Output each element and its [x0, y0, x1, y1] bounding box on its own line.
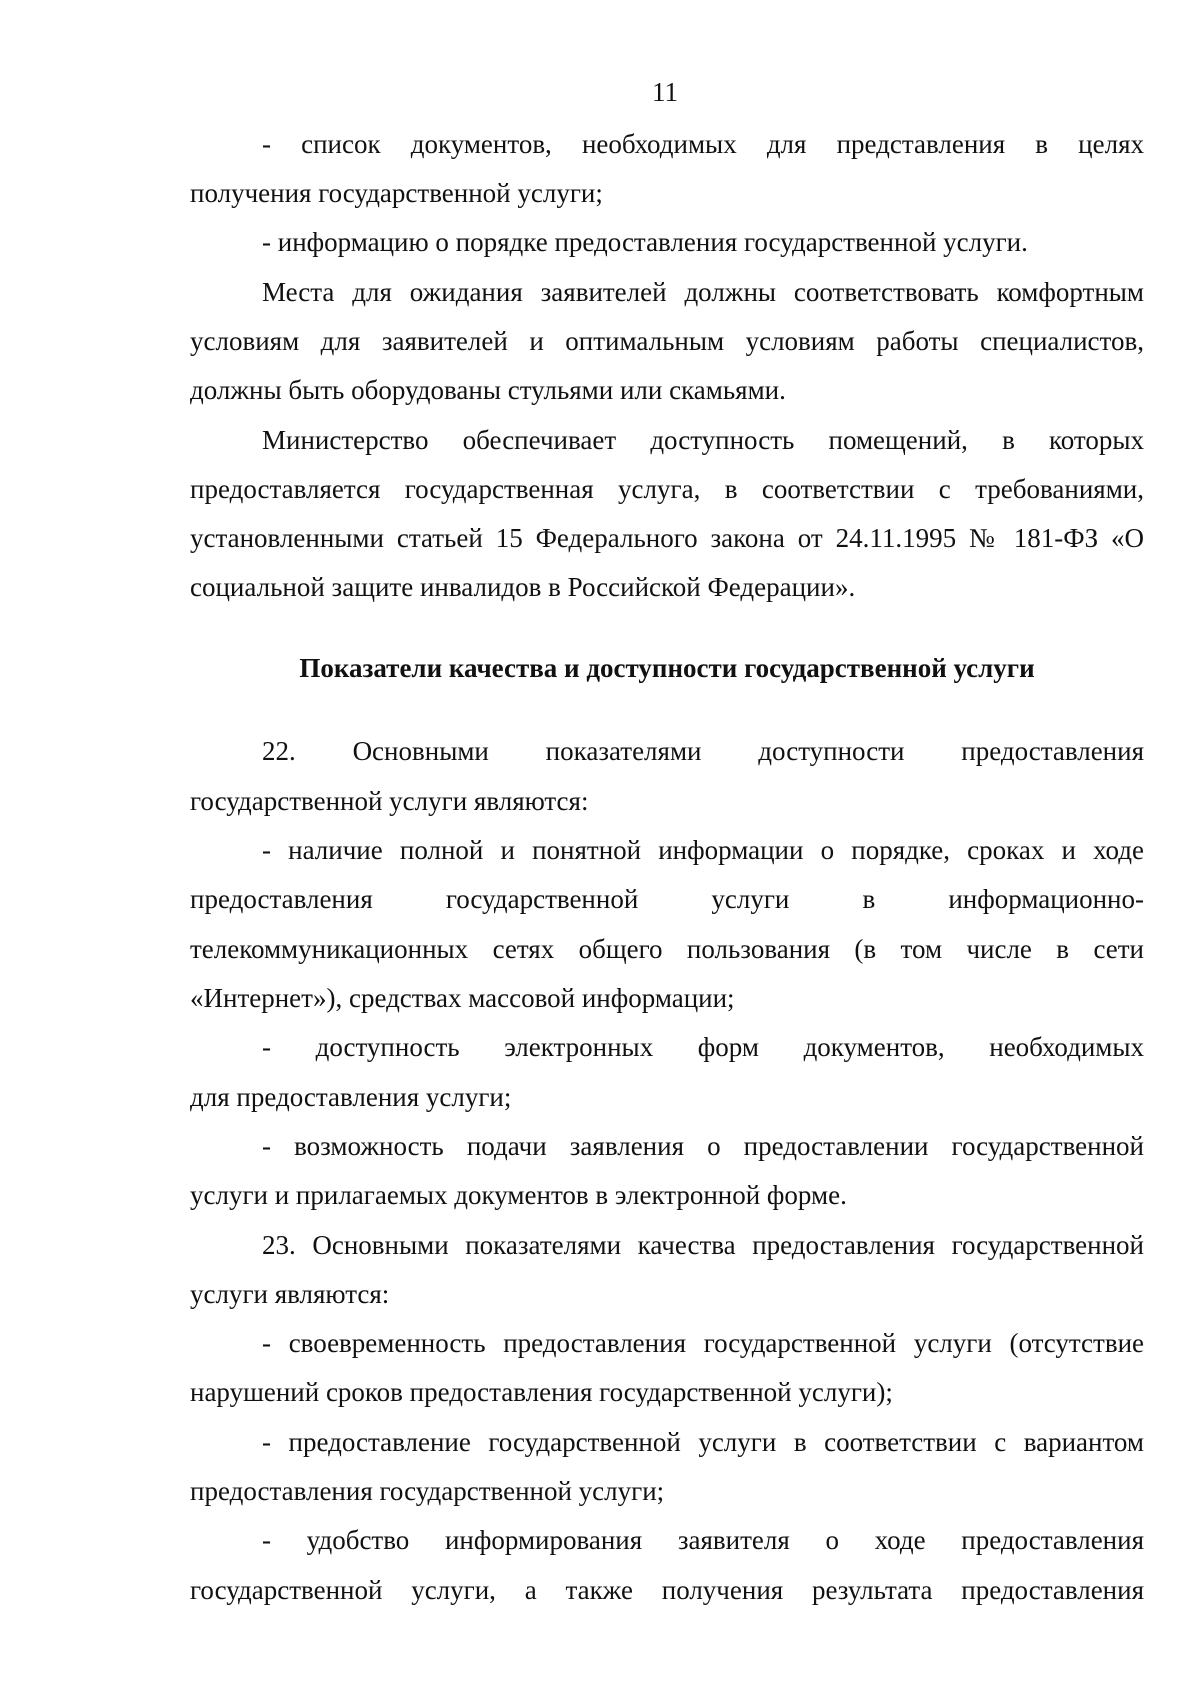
text-line: предоставления государственной услуги в информационно- — [190, 884, 1144, 914]
page-number: 11 — [652, 77, 678, 107]
text-line: предоставляется государственная услуга, в соответствии с требованиями, — [190, 474, 1144, 504]
text-line: должны быть оборудованы стульями или скамьями. — [190, 375, 786, 405]
text-line: услуги являются: — [190, 1279, 390, 1309]
text-line: государственной услуги, а также получения результата предоставления — [190, 1575, 1144, 1605]
text-line: государственной услуги являются: — [190, 786, 589, 816]
text-line: нарушений сроков предоставления государственной услуги); — [190, 1377, 893, 1407]
text-line: - информацию о порядке предоставления государственной услуги. — [262, 227, 1028, 257]
text-line: Места для ожидания заявителей должны соответствовать комфортным — [262, 277, 1144, 307]
text-line: - возможность подачи заявления о предоставлении государственной — [262, 1131, 1144, 1161]
text-line: социальной защите инвалидов в Российской Федерации». — [190, 572, 856, 602]
text-line: получения государственной услуги; — [190, 178, 603, 208]
section-heading: Показатели качества и доступности государственной услуги — [299, 653, 1035, 683]
text-line: условиям для заявителей и оптимальным условиям работы специалистов, — [190, 326, 1144, 356]
text-line: - наличие полной и понятной информации о порядке, сроках и ходе — [262, 835, 1144, 865]
text-line: услуги и прилагаемых документов в электронной форме. — [190, 1180, 847, 1210]
text-line: «Интернет»), средствах массовой информации; — [190, 983, 735, 1013]
text-line: Министерство обеспечивает доступность помещений, в которых — [262, 425, 1144, 455]
text-line: установленными статьей 15 Федерального закона от 24.11.1995 № 181-ФЗ «О — [190, 523, 1144, 553]
text-line: - доступность электронных форм документов, необходимых — [262, 1032, 1144, 1062]
text-line: - удобство информирования заявителя о ходе предоставления — [262, 1525, 1144, 1555]
text-line: - список документов, необходимых для представления в целях — [262, 129, 1144, 159]
text-line: 22. Основными показателями доступности предоставления — [262, 736, 1144, 766]
text-line: предоставления государственной услуги; — [190, 1476, 665, 1506]
text-line: - предоставление государственной услуги в соответствии с вариантом — [262, 1427, 1144, 1457]
text-line: для предоставления услуги; — [190, 1082, 512, 1112]
text-line: - своевременность предоставления государственной услуги (отсутствие — [262, 1328, 1144, 1358]
text-line: телекоммуникационных сетях общего пользования (в том числе в сети — [190, 934, 1144, 964]
text-line: 23. Основными показателями качества предоставления государственной — [262, 1230, 1144, 1260]
